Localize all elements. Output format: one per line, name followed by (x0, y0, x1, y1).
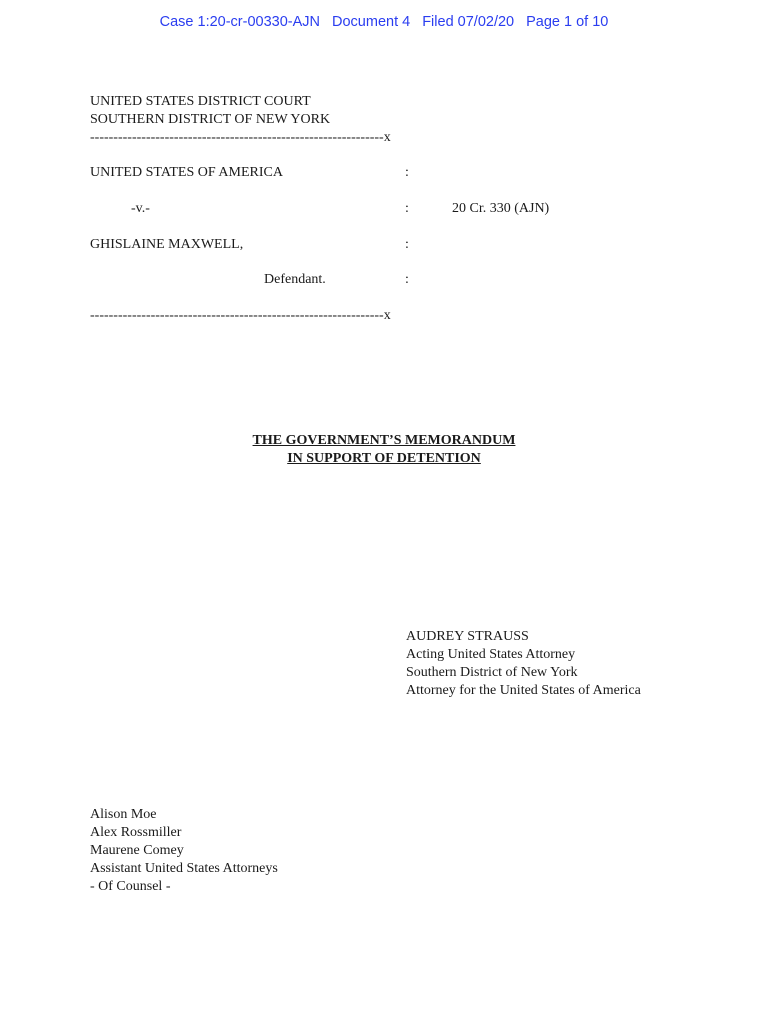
signatory-title: Acting United States Attorney (406, 647, 576, 662)
counsel-name: Alex Rossmiller (90, 825, 182, 840)
caption-divider-top: ---------------------------------------------------------------x (90, 130, 391, 145)
plaintiff-name: UNITED STATES OF AMERICA (90, 165, 283, 180)
caption-colon: : (405, 201, 409, 216)
defendant-label: Defendant. (264, 272, 326, 287)
signatory-name: AUDREY STRAUSS (406, 629, 529, 644)
court-name: UNITED STATES DISTRICT COURT (90, 94, 311, 109)
caption-colon: : (405, 272, 409, 287)
document-title-line2: IN SUPPORT OF DETENTION (287, 451, 481, 466)
of-counsel-label: - Of Counsel - (90, 879, 171, 894)
signatory-role: Attorney for the United States of America (406, 683, 641, 698)
counsel-name: Maurene Comey (90, 843, 184, 858)
document-title-line1: THE GOVERNMENT’S MEMORANDUM (252, 433, 516, 448)
case-number-header: Case 1:20-cr-00330-AJN (159, 14, 321, 30)
court-district: SOUTHERN DISTRICT OF NEW YORK (90, 112, 331, 127)
caption-colon: : (405, 165, 409, 180)
ecf-filing-header (0, 14, 768, 30)
counsel-role: Assistant United States Attorneys (90, 861, 278, 876)
versus-label: -v.- (131, 201, 150, 216)
counsel-name: Alison Moe (90, 807, 157, 822)
defendant-name: GHISLAINE MAXWELL, (90, 237, 244, 252)
docket-number: 20 Cr. 330 (AJN) (452, 201, 550, 216)
caption-colon: : (405, 237, 409, 252)
signatory-district: Southern District of New York (406, 665, 578, 680)
filed-date-header: Filed 07/02/20 (422, 14, 515, 30)
caption-divider-bottom: ---------------------------------------------------------------x (90, 308, 391, 323)
document-number-header: Document 4 (332, 14, 411, 30)
page-count-header: Page 1 of 10 (526, 14, 609, 30)
